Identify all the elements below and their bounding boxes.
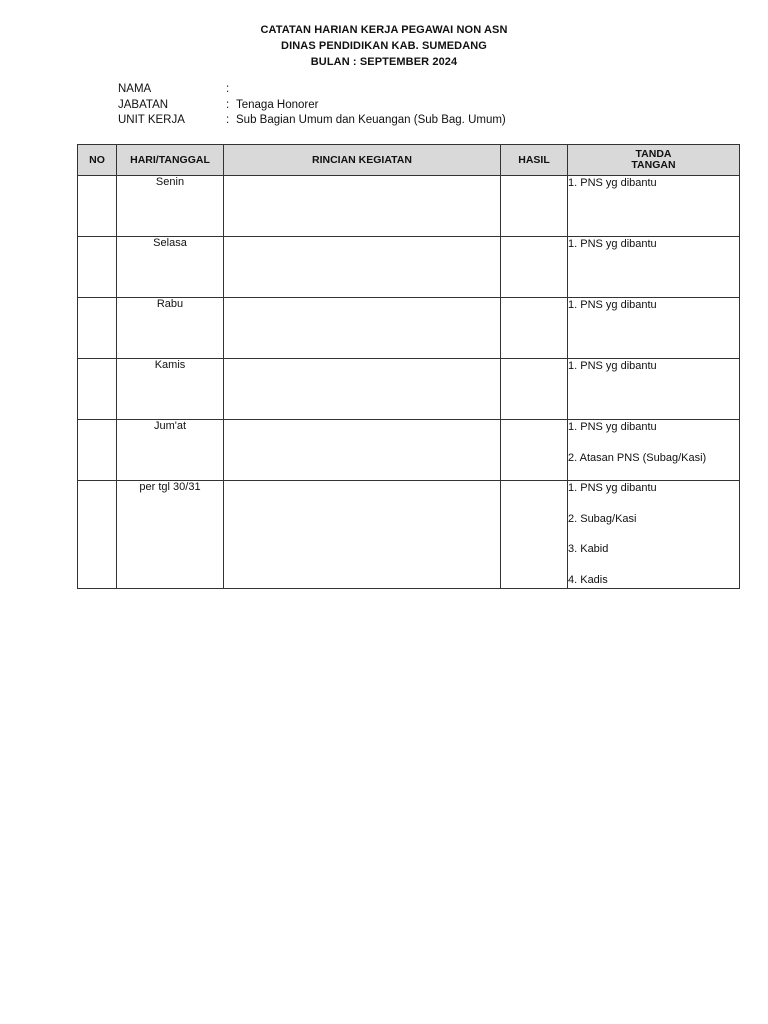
- signature-item: 2. Subag/Kasi: [568, 512, 637, 525]
- row-no[interactable]: [78, 176, 117, 237]
- document-header: [0, 22, 768, 70]
- row-rincian[interactable]: [224, 237, 501, 298]
- table-row: [78, 420, 740, 481]
- row-hasil[interactable]: [501, 359, 568, 420]
- signature-item: 2. Atasan PNS (Subag/Kasi): [568, 451, 707, 464]
- jabatan-label: JABATAN: [118, 98, 169, 111]
- row-rincian[interactable]: [224, 359, 501, 420]
- header-hari-tanggal: HARI/TANGGAL: [117, 145, 224, 176]
- unit-kerja-label: UNIT KERJA: [118, 114, 185, 126]
- header-rincian-kegiatan: RINCIAN KEGIATAN: [224, 145, 501, 176]
- daily-log-table: [77, 144, 740, 589]
- row-hasil[interactable]: [501, 420, 568, 481]
- signature-item: 1. PNS yg dibantu: [568, 421, 657, 433]
- header-tanda-line1: TANDA: [635, 148, 672, 160]
- signature-item: 4. Kadis: [568, 573, 608, 586]
- period-label: BULAN : SEPTEMBER 2024: [310, 56, 458, 68]
- signature-item: 1. PNS yg dibantu: [568, 238, 657, 250]
- row-tanda-tangan: [568, 176, 740, 237]
- table-header-row: [78, 145, 740, 176]
- row-rincian[interactable]: [224, 481, 501, 589]
- row-tanda-tangan: [568, 481, 740, 589]
- jabatan-colon: :: [226, 98, 230, 111]
- row-hasil[interactable]: [501, 298, 568, 359]
- header-hasil: HASIL: [501, 145, 568, 176]
- info-row-jabatan: [118, 99, 506, 115]
- row-tanda-tangan: [568, 237, 740, 298]
- unit-kerja-value: Sub Bagian Umum dan Keuangan (Sub Bag. Umum): [236, 114, 506, 126]
- row-hasil[interactable]: [501, 481, 568, 589]
- header-no: NO: [78, 145, 117, 176]
- signature-item: 1. PNS yg dibantu: [568, 299, 657, 311]
- row-hari: Rabu: [117, 298, 224, 359]
- signature-item: 3. Kabid: [568, 543, 609, 555]
- header-tanda-line2: TANGAN: [631, 159, 676, 171]
- row-no[interactable]: [78, 420, 117, 481]
- row-hasil[interactable]: [501, 237, 568, 298]
- agency-name: DINAS PENDIDIKAN KAB. SUMEDANG: [281, 40, 487, 52]
- row-tanda-tangan: [568, 420, 740, 481]
- row-hari: per tgl 30/31: [117, 481, 224, 589]
- nama-colon: :: [226, 83, 230, 95]
- employee-info: [118, 83, 506, 130]
- row-tanda-tangan: [568, 359, 740, 420]
- info-row-unit-kerja: [118, 114, 506, 130]
- table-row: [78, 481, 740, 589]
- table-row: [78, 359, 740, 420]
- row-rincian[interactable]: [224, 298, 501, 359]
- jabatan-value: Tenaga Honorer: [236, 98, 319, 111]
- signature-item: 1. PNS yg dibantu: [568, 360, 657, 372]
- unit-kerja-colon: :: [226, 114, 230, 126]
- document-title: CATATAN HARIAN KERJA PEGAWAI NON ASN: [260, 24, 508, 36]
- row-hasil[interactable]: [501, 176, 568, 237]
- row-tanda-tangan: [568, 298, 740, 359]
- row-no[interactable]: [78, 237, 117, 298]
- nama-label: NAMA: [118, 83, 152, 95]
- table-row: [78, 176, 740, 237]
- row-rincian[interactable]: [224, 420, 501, 481]
- table-row: [78, 237, 740, 298]
- info-row-nama: [118, 83, 506, 99]
- row-hari: Selasa: [117, 237, 224, 298]
- header-tanda-tangan: [568, 145, 740, 176]
- row-no[interactable]: [78, 359, 117, 420]
- row-hari: Jum'at: [117, 420, 224, 481]
- table-row: [78, 298, 740, 359]
- signature-item: 1. PNS yg dibantu: [568, 177, 657, 189]
- row-rincian[interactable]: [224, 176, 501, 237]
- row-hari: Senin: [117, 176, 224, 237]
- row-hari: Kamis: [117, 359, 224, 420]
- row-no[interactable]: [78, 481, 117, 589]
- row-no[interactable]: [78, 298, 117, 359]
- signature-item: 1. PNS yg dibantu: [568, 482, 657, 494]
